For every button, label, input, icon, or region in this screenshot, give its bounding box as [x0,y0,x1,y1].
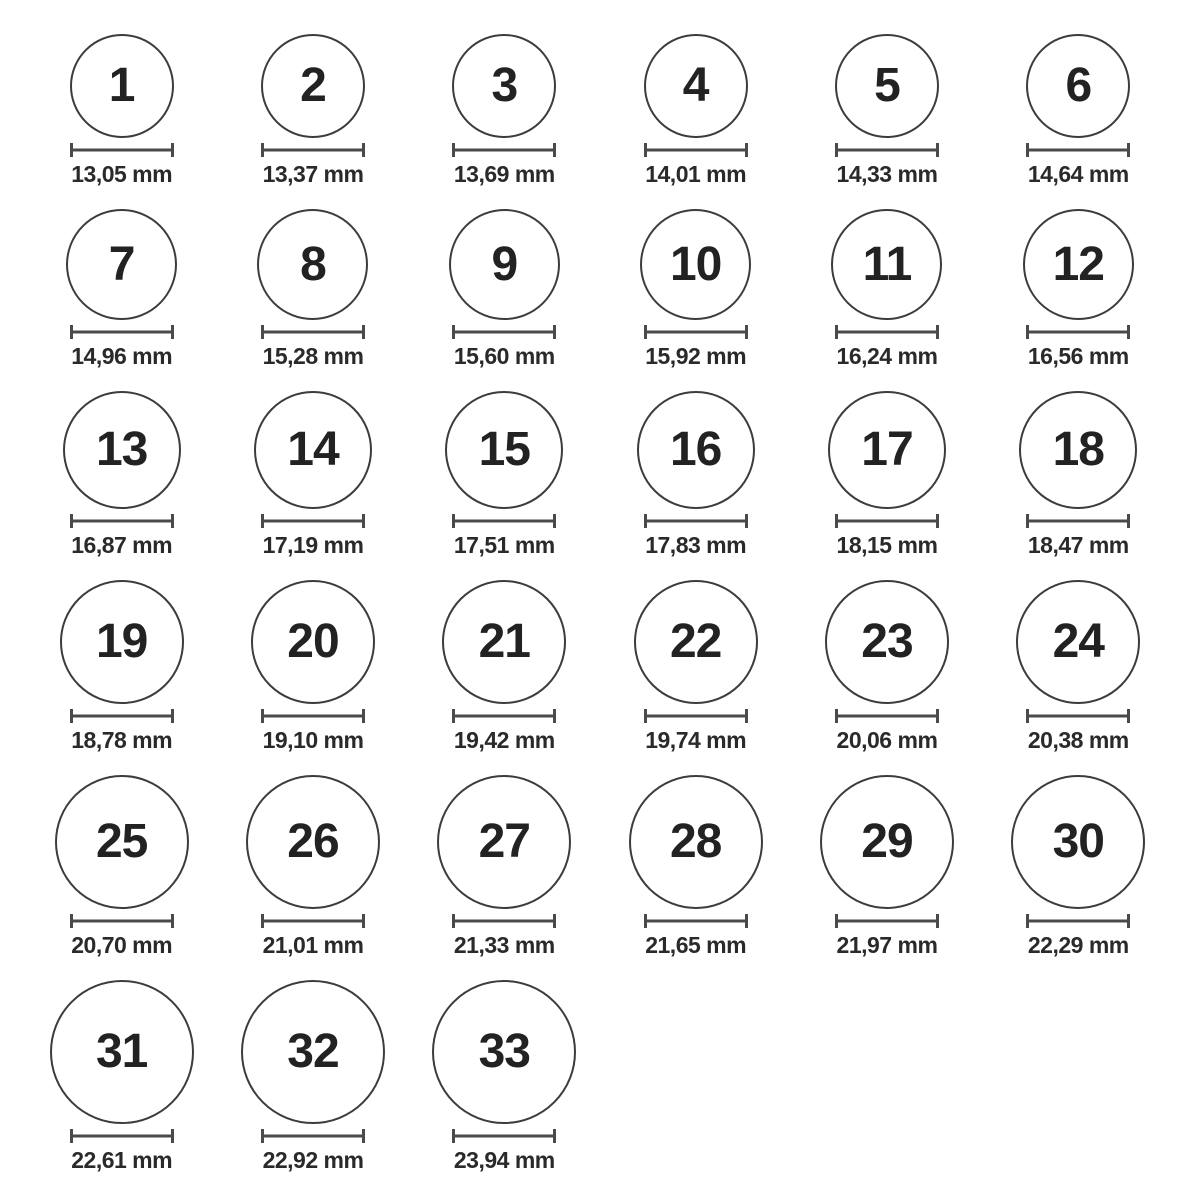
diameter-dimension-line [452,1129,556,1143]
ring-size-circle [445,391,563,509]
ring-size-item [600,34,791,188]
ring-size-number: 2 [300,59,326,112]
diameter-dimension-line [644,325,748,339]
ring-size-number: 16 [669,423,722,476]
ring-size-number: 20 [287,615,339,668]
ring-size-item [217,209,408,370]
dimension-bar [261,920,365,923]
ring-size-circle [835,34,939,138]
diameter-label: 15,92 mm [645,343,747,369]
ring-size-circle [257,209,368,320]
ring-size-number: 33 [478,1025,530,1078]
dimension-bar [261,149,365,152]
dimension-bar [261,715,365,718]
ring-size-number: 4 [682,59,709,112]
diameter-label: 19,42 mm [453,727,555,753]
ring-size-circle [66,209,177,320]
ring-size-number: 6 [1065,59,1092,112]
dimension-bar [70,520,174,523]
ring-size-number: 28 [669,815,722,868]
diameter-dimension-line [452,914,556,928]
diameter-label: 17,51 mm [453,532,555,558]
dimension-bar [452,520,556,523]
ring-size-number: 13 [95,423,148,476]
diameter-label: 21,97 mm [836,932,938,958]
diameter-dimension-line [1026,143,1130,157]
diameter-label: 22,61 mm [71,1147,173,1173]
dimension-bar [1026,715,1130,718]
ring-size-number: 5 [874,59,900,112]
diameter-label: 17,19 mm [262,532,364,558]
dimension-bar [452,715,556,718]
diameter-label: 19,74 mm [645,727,747,753]
ring-size-item [26,209,217,370]
diameter-label: 21,01 mm [262,932,364,958]
diameter-dimension-line [1026,325,1130,339]
ring-size-number: 30 [1052,815,1104,868]
ring-size-number: 25 [95,815,148,868]
ring-size-circle [825,580,949,704]
dimension-bar [1026,920,1130,923]
ring-size-item [983,209,1174,370]
ring-size-item [600,391,791,559]
ring-size-number: 17 [861,423,913,476]
ring-size-number: 7 [108,237,135,291]
ring-size-item [26,980,217,1174]
ring-size-circle [820,775,954,909]
ring-size-item [791,34,982,188]
diameter-label: 14,64 mm [1027,161,1129,187]
diameter-dimension-line [261,1129,365,1143]
ring-size-circle [831,209,942,320]
ring-size-row [26,209,1174,370]
ring-size-number: 22 [669,615,722,668]
ring-size-row [26,775,1174,959]
ring-size-circle [437,775,571,909]
ring-size-number: 10 [669,237,722,291]
dimension-bar [835,715,939,718]
ring-size-circle [50,980,194,1124]
dimension-bar [644,715,748,718]
ring-size-number: 14 [287,423,339,476]
ring-size-row [26,980,1174,1174]
diameter-label: 20,06 mm [836,727,938,753]
ring-size-item [791,775,982,959]
ring-size-number: 8 [300,237,326,291]
ring-size-item [983,775,1174,959]
dimension-bar [70,149,174,152]
ring-size-circle [55,775,189,909]
dimension-bar [452,331,556,334]
diameter-dimension-line [644,914,748,928]
dimension-bar [70,920,174,923]
diameter-dimension-line [70,914,174,928]
diameter-dimension-line [261,143,365,157]
diameter-dimension-line [835,325,939,339]
diameter-dimension-line [835,914,939,928]
dimension-bar [70,331,174,334]
ring-size-number: 9 [491,237,518,291]
ring-size-circle [442,580,566,704]
ring-size-row [26,391,1174,559]
dimension-bar [1026,149,1130,152]
ring-size-circle [70,34,174,138]
ring-size-number: 1 [108,59,135,112]
dimension-bar [70,1135,174,1138]
ring-size-circle [629,775,763,909]
dimension-bar [1026,520,1130,523]
ring-size-circle [1023,209,1134,320]
ring-size-row [26,34,1174,188]
dimension-bar [261,1135,365,1138]
ring-size-circle [1016,580,1140,704]
dimension-bar [644,331,748,334]
diameter-dimension-line [70,143,174,157]
diameter-label: 15,60 mm [453,343,555,369]
ring-size-item [791,580,982,754]
diameter-dimension-line [835,709,939,723]
ring-size-circle [60,580,184,704]
ring-size-item [409,209,600,370]
ring-size-number: 15 [478,423,530,476]
diameter-label: 18,47 mm [1027,532,1129,558]
dimension-bar [452,149,556,152]
dimension-bar [452,1135,556,1138]
diameter-label: 14,96 mm [71,343,173,369]
ring-size-item [217,775,408,959]
diameter-dimension-line [644,514,748,528]
ring-size-item [983,391,1174,559]
diameter-dimension-line [452,325,556,339]
diameter-label: 20,38 mm [1027,727,1129,753]
ring-size-circle [1026,34,1130,138]
ring-size-item [600,209,791,370]
ring-size-item [983,34,1174,188]
ring-size-item [217,980,408,1174]
dimension-bar [644,520,748,523]
diameter-dimension-line [835,143,939,157]
ring-size-circle [452,34,556,138]
ring-size-number: 19 [95,615,148,668]
dimension-bar [1026,331,1130,334]
ring-size-item [600,580,791,754]
ring-size-number: 27 [478,815,530,868]
ring-size-item [217,580,408,754]
ring-size-item [409,775,600,959]
ring-size-circle [63,391,181,509]
ring-size-circle [640,209,751,320]
ring-size-number: 31 [95,1025,148,1078]
diameter-dimension-line [1026,914,1130,928]
diameter-label: 16,24 mm [836,343,938,369]
ring-size-item [791,391,982,559]
diameter-label: 13,05 mm [71,161,173,187]
ring-size-number: 12 [1052,237,1104,291]
dimension-bar [261,520,365,523]
dimension-bar [835,149,939,152]
ring-size-number: 18 [1052,423,1104,476]
diameter-dimension-line [1026,514,1130,528]
ring-size-item [409,580,600,754]
diameter-dimension-line [70,325,174,339]
diameter-dimension-line [452,514,556,528]
diameter-dimension-line [644,143,748,157]
diameter-dimension-line [835,514,939,528]
ring-size-number: 24 [1052,615,1104,668]
diameter-label: 13,37 mm [262,161,364,187]
ring-size-number: 3 [491,59,518,112]
ring-size-circle [637,391,755,509]
ring-size-item [409,980,600,1174]
ring-size-circle [261,34,365,138]
diameter-dimension-line [644,709,748,723]
diameter-label: 16,87 mm [71,532,173,558]
ring-size-circle [449,209,560,320]
diameter-dimension-line [452,709,556,723]
ring-size-circle [432,980,576,1124]
diameter-label: 22,29 mm [1027,932,1129,958]
diameter-dimension-line [452,143,556,157]
ring-size-number: 26 [287,815,339,868]
ring-size-item [26,775,217,959]
ring-size-item [26,34,217,188]
ring-size-item [600,775,791,959]
ring-size-item [217,391,408,559]
dimension-bar [835,920,939,923]
dimension-bar [835,331,939,334]
ring-size-circle [251,580,375,704]
diameter-label: 16,56 mm [1027,343,1129,369]
ring-size-circle [1019,391,1137,509]
ring-size-row [26,580,1174,754]
diameter-dimension-line [261,325,365,339]
ring-size-number: 32 [287,1025,339,1078]
dimension-bar [835,520,939,523]
diameter-label: 14,33 mm [836,161,938,187]
ring-size-item [409,34,600,188]
ring-size-item [26,391,217,559]
diameter-label: 20,70 mm [71,932,173,958]
diameter-label: 18,78 mm [71,727,173,753]
diameter-dimension-line [261,914,365,928]
dimension-bar [261,331,365,334]
ring-size-circle [634,580,758,704]
diameter-dimension-line [261,514,365,528]
dimension-bar [644,920,748,923]
ring-size-item [983,580,1174,754]
ring-size-circle [254,391,372,509]
diameter-dimension-line [70,514,174,528]
ring-size-circle [241,980,385,1124]
diameter-label: 21,33 mm [453,932,555,958]
diameter-label: 18,15 mm [836,532,938,558]
ring-size-item [409,391,600,559]
diameter-label: 19,10 mm [262,727,364,753]
diameter-label: 15,28 mm [262,343,364,369]
ring-size-circle [644,34,748,138]
diameter-dimension-line [1026,709,1130,723]
ring-size-circle [828,391,946,509]
dimension-bar [452,920,556,923]
dimension-bar [70,715,174,718]
ring-size-item [791,209,982,370]
ring-size-number: 29 [861,815,913,868]
ring-size-circle [1011,775,1145,909]
ring-size-circle [246,775,380,909]
ring-size-number: 23 [861,615,913,668]
ring-size-item [217,34,408,188]
diameter-dimension-line [261,709,365,723]
ring-size-number: 11 [862,237,912,291]
diameter-dimension-line [70,709,174,723]
ring-size-number: 21 [478,615,530,668]
diameter-label: 22,92 mm [262,1147,364,1173]
diameter-label: 17,83 mm [645,532,747,558]
dimension-bar [644,149,748,152]
ring-size-item [26,580,217,754]
diameter-dimension-line [70,1129,174,1143]
diameter-label: 14,01 mm [645,161,747,187]
diameter-label: 13,69 mm [453,161,555,187]
diameter-label: 21,65 mm [645,932,747,958]
diameter-label: 23,94 mm [453,1147,555,1173]
